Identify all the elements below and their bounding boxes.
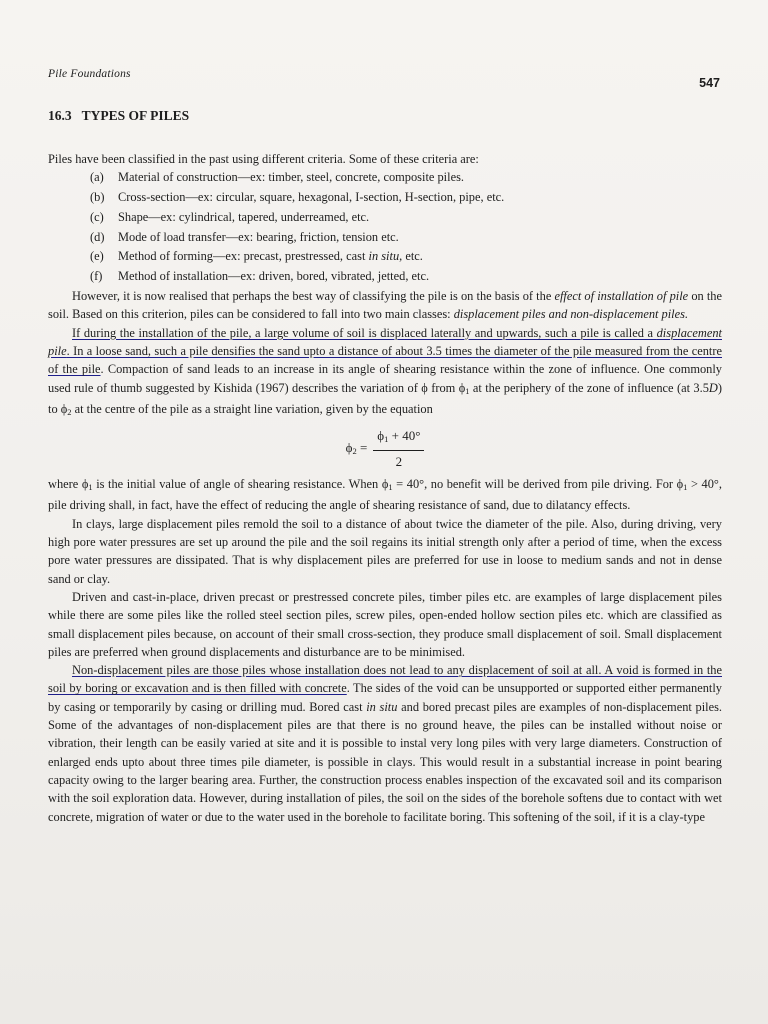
list-item: (b) Cross-section—ex: circular, square, hexagonal, I-section, H-section, pipe, etc. xyxy=(90,190,505,205)
criteria-list xyxy=(48,168,722,287)
paragraph-non-displacement: Non-displacement piles are those piles whose installation does not lead to any displacement of soil at all. A void is formed in the soil by boring or excavation and is then filled with concrete. The sides of the void can be unsupported or supported either permanently by casing or temporarily by casing or drilling mud. Bored cast in situ and bored precast piles are examples of non-displacement piles. Some of the advantages of non-displacement piles are that there is no ground heave, the piles can be installed without noise or vibration, their length can be easily varied at site and it is possible to instal very long piles with very large diameters. Construction of enlarged ends upto about three times pile diameter, is possible in clays. This would result in a substantial increase in point bearing capacity owing to the larger bearing area. Further, the construction process enables inspection of the excavated soil and its comparison with the soil exploration data. However, during installation of piles, the soil on the sides of the borehole softens due to contact with wet concrete, migration of water or due to the water used in the borehole to facilitate boring. This softening of the soil, if it is a clay-type xyxy=(48,663,723,824)
paragraph-dilatancy: where $\phi_1$ is the initial value of angle of shearing resistance. When $\phi_1 = 40^\circ$, no benefit will be derived from pile driving. For $\phi_1 > 40^\circ$, pile driving shall, in fact, have the effect of reducing the angle of shearing resistance of sand, due to dilatancy effects. xyxy=(48,477,722,513)
running-head: Pile Foundations xyxy=(48,68,131,80)
intro-paragraph: Piles have been classified in the past using different criteria. Some of these criteria are: xyxy=(48,152,479,166)
paragraph-classification: However, it is now realised that perhaps the best way of classifying the pile is on the basis of the effect of installation of pile on the soil. Based on this criterion, piles can be considered to fall into two main classes: displacement piles and non-displacement piles. xyxy=(48,289,722,322)
kishida-equation: $\phi_2$ = $\frac{\phi_1 + 40^\circ}{2}$ xyxy=(48,423,722,475)
pen-underline: If during the installation of the pile, a large volume of soil is displaced laterally and upwards, such a pile is called a xyxy=(72,325,657,340)
equation-fraction: $\frac{\phi_1 + 40^\circ}{2}$ xyxy=(373,427,424,472)
list-item: (c) Shape—ex: cylindrical, tapered, underreamed, etc. xyxy=(90,209,370,224)
list-item: (d) Mode of load transfer—ex: bearing, friction, tension etc. xyxy=(90,229,399,244)
list-item: (e) Method of forming—ex: precast, prestressed, cast in situ, etc. xyxy=(90,249,423,264)
pen-underline: Non-displacement piles are those piles whose installation does not lead to any displacement of soil at all. A void is formed in the soil by boring or excavation and is then filled with concrete xyxy=(48,663,722,696)
section-number: 16.3 xyxy=(48,108,72,123)
section-title: TYPES OF PILES xyxy=(81,108,190,123)
pen-underline: . In a loose sand, such a pile densifies the sand upto a distance of about 3.5 times the diameter of the pile measured from the centre of the pile xyxy=(48,343,722,377)
paragraph-clays: In clays, large displacement piles remold the soil to a distance of about twice the diameter of the pile. Also, during driving, very high pore water pressures are set up around the pile and the soil regains its initial strength only after a period of time, when the excess pore water pressures are dissipated. That is why displacement piles are preferred for use in loose to medium sands and not in dense sand or clay. xyxy=(48,516,722,586)
body-text xyxy=(48,150,722,826)
section-heading xyxy=(48,108,189,124)
paragraph-displacement-piles: If during the installation of the pile, a large volume of soil is displaced laterally and upwards, such a pile is called a displacement pile. In a loose sand, such a pile densifies the sand upto a distance of about 3.5 times the diameter of the pile measured from the centre of the pile. Compaction of sand leads to an increase in its angle of shearing resistance within the zone of influence. One commonly used rule of thumb suggested by Kishida (1967) describes the variation of ϕ from $\phi_1$ at the periphery of the zone of influence (at 3.5D) to $\phi_2$ at the centre of the pile as a straight line variation, given by the equation xyxy=(48,325,723,417)
list-item: (f) Method of installation—ex: driven, bored, vibrated, jetted, etc. xyxy=(90,269,430,284)
paragraph-small-displacement: Driven and cast-in-place, driven precast or prestressed concrete piles, timber piles etc. are examples of large displacement piles while there are some piles like the rolled steel section piles, screw piles, open-ended hollow section piles etc. which are classified as small displacement piles because, on account of their small cross-section, they produce small displacement of soil. Small displacement piles are preferred when ground displacements and disturbance are to be minimised. xyxy=(48,589,722,659)
list-item: (a) Material of construction—ex: timber, steel, concrete, composite piles. xyxy=(90,170,464,185)
page-number: 547 xyxy=(699,76,720,90)
